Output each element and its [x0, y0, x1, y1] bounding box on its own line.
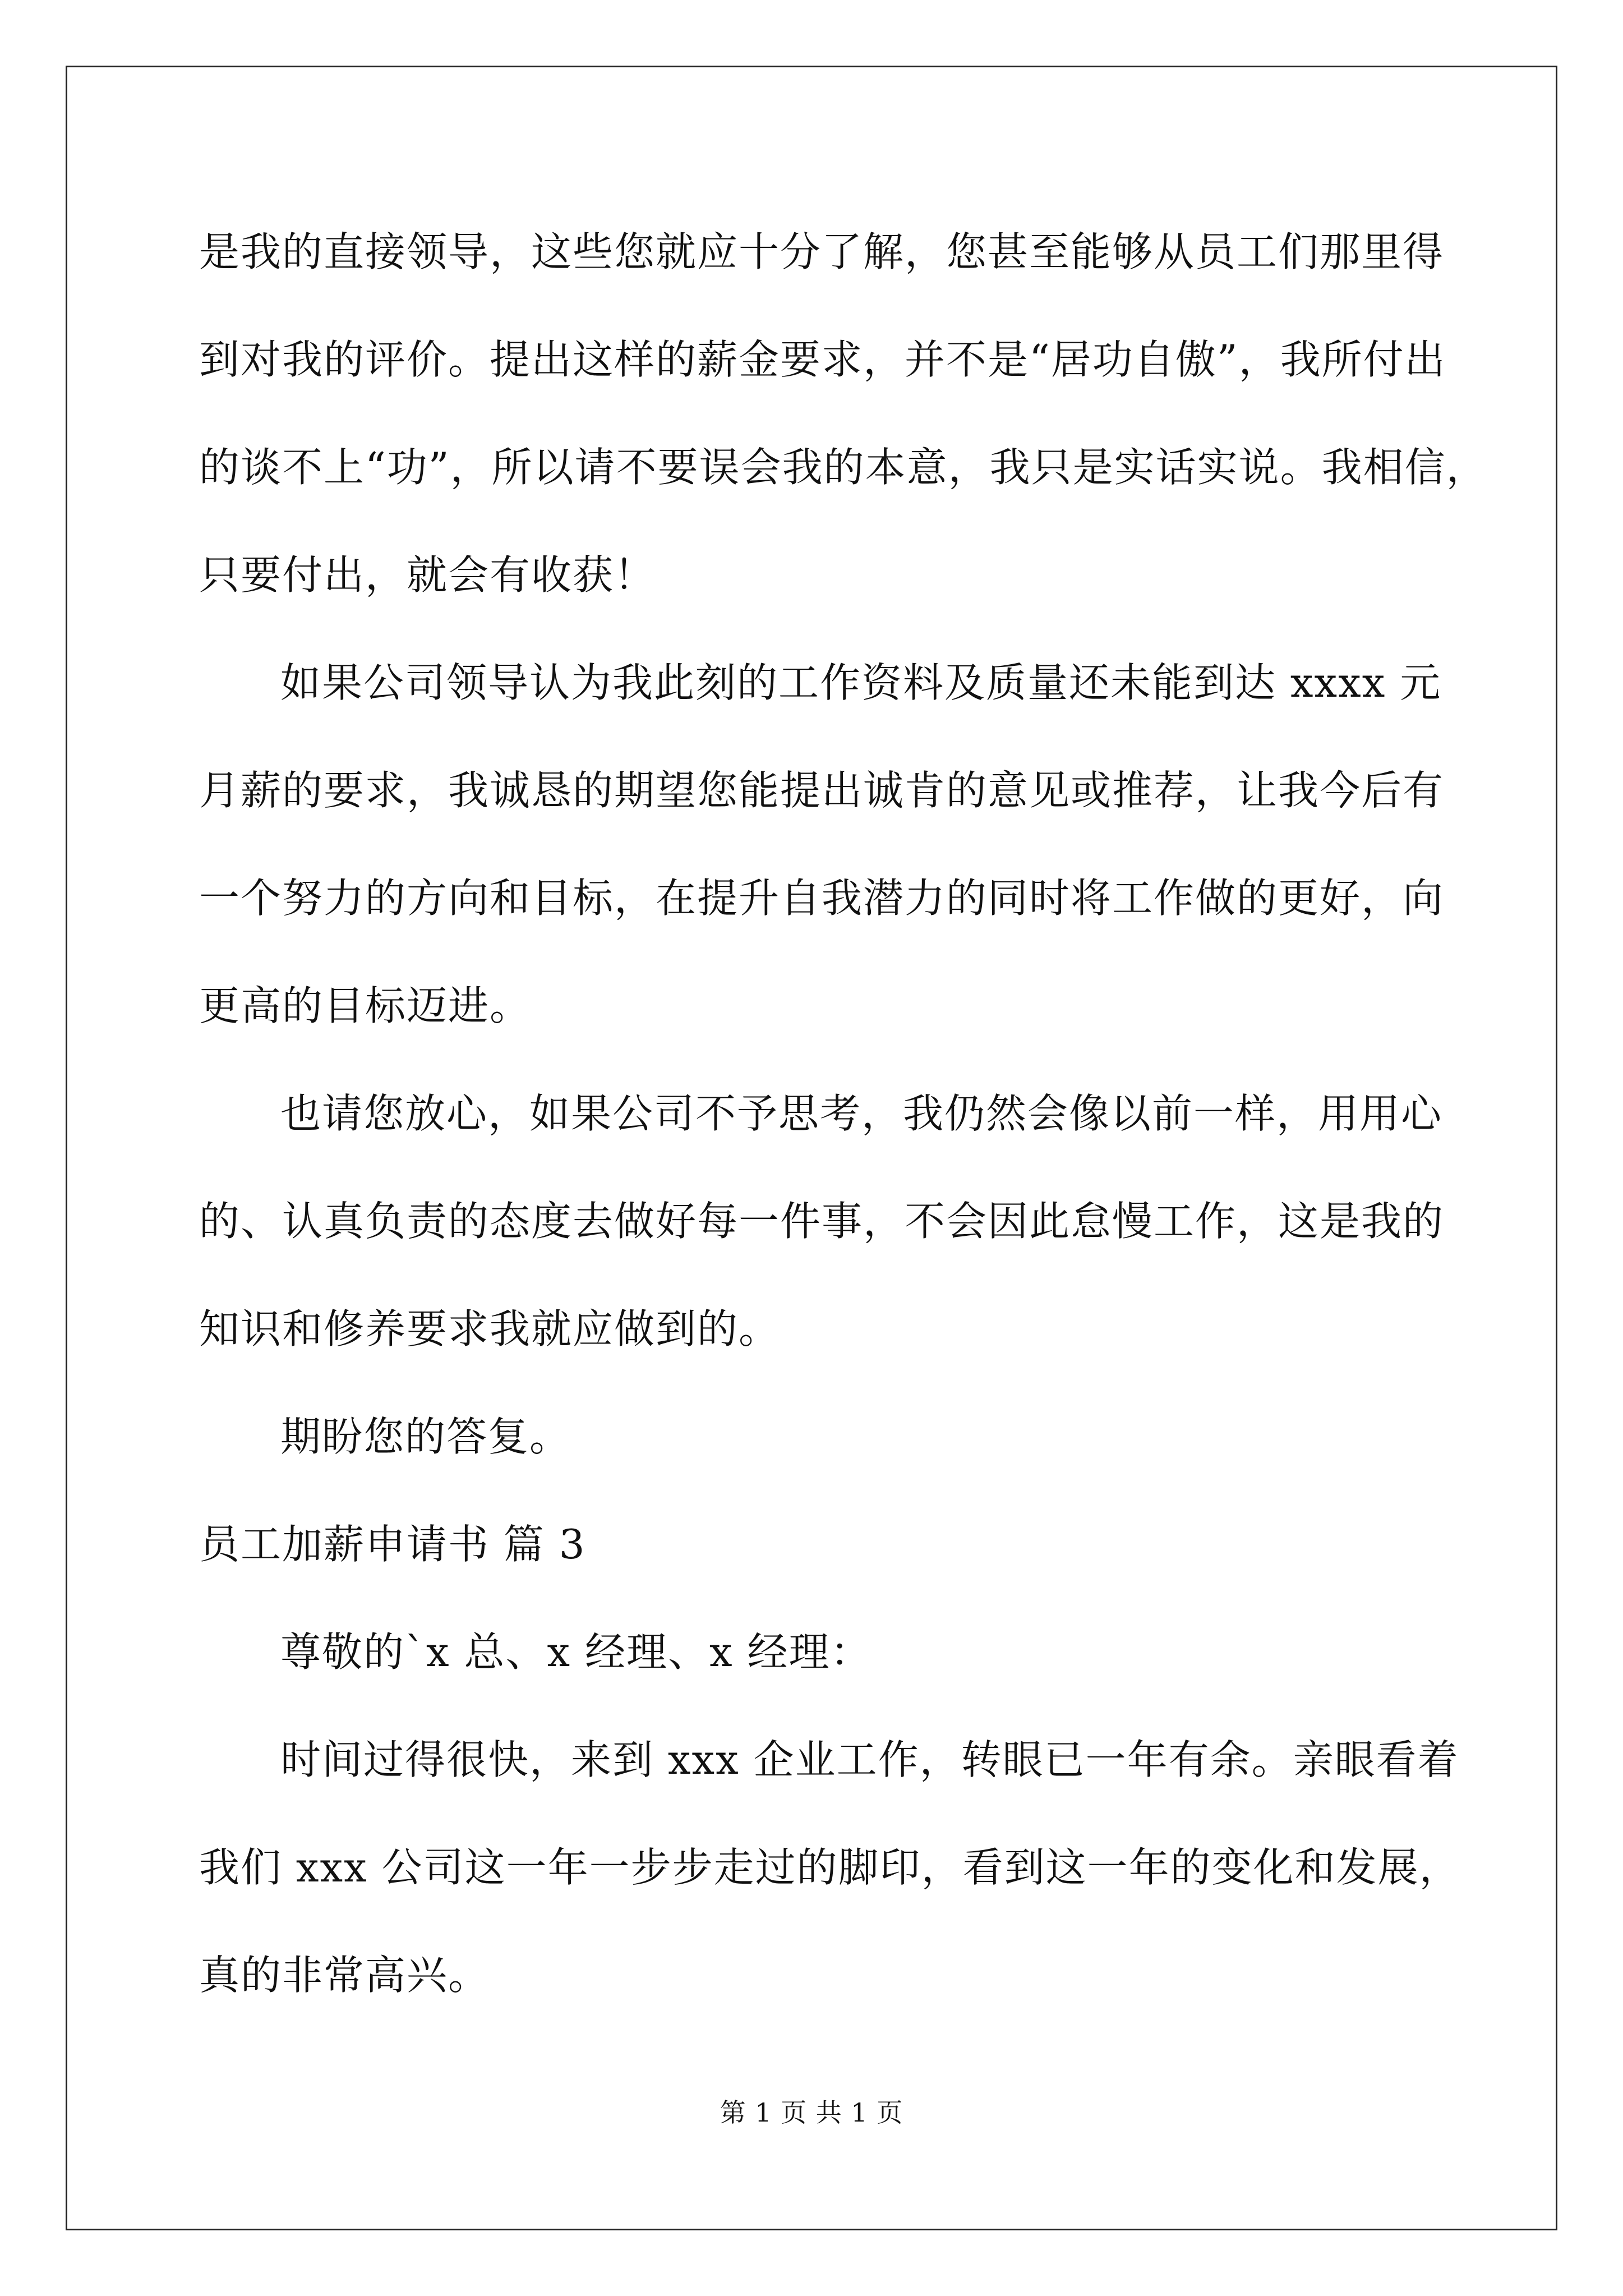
salutation: 尊敬的`x 总、x 经理、x 经理：	[280, 1628, 872, 1676]
section-heading: 员工加薪申请书 篇 3	[199, 1521, 586, 1568]
page-border	[66, 66, 1557, 2230]
body-line: 一个努力的方向和目标，在提升自我潜力的同时将工作做的更好，向	[199, 875, 1445, 922]
body-line: 的谈不上“功”，所以请不要误会我的本意，我只是实话实说。我相信，	[199, 444, 1488, 491]
page-number-footer: 第 1 页 共 1 页	[720, 2097, 903, 2128]
paragraph-first-line: 也请您放心，如果公司不予思考，我仍然会像以前一样，用用心	[280, 1090, 1443, 1137]
body-line: 更高的目标迈进。	[199, 982, 532, 1029]
body-line: 知识和修养要求我就应做到的。	[199, 1305, 781, 1352]
paragraph-first-line: 时间过得很快，来到 xxx 企业工作，转眼已一年有余。亲眼看着	[280, 1736, 1459, 1783]
paragraph-first-line: 如果公司领导认为我此刻的工作资料及质量还未能到达 xxxx 元	[280, 659, 1442, 706]
body-line: 真的非常高兴。	[199, 1952, 490, 1999]
closing-line: 期盼您的答复。	[280, 1413, 571, 1460]
body-line: 只要付出，就会有收获！	[199, 551, 656, 599]
body-line: 月薪的要求，我诚恳的期望您能提出诚肯的意见或推荐，让我今后有	[199, 767, 1445, 814]
body-line: 我们 xxx 公司这一年一步步走过的脚印，看到这一年的变化和发展，	[199, 1844, 1461, 1891]
body-line: 到对我的评价。提出这样的薪金要求，并不是“居功自傲”，我所付出	[199, 336, 1446, 383]
body-line: 的、认真负责的态度去做好每一件事，不会因此怠慢工作，这是我的	[199, 1198, 1445, 1245]
body-line: 是我的直接领导，这些您就应十分了解，您甚至能够从员工们那里得	[199, 228, 1445, 275]
